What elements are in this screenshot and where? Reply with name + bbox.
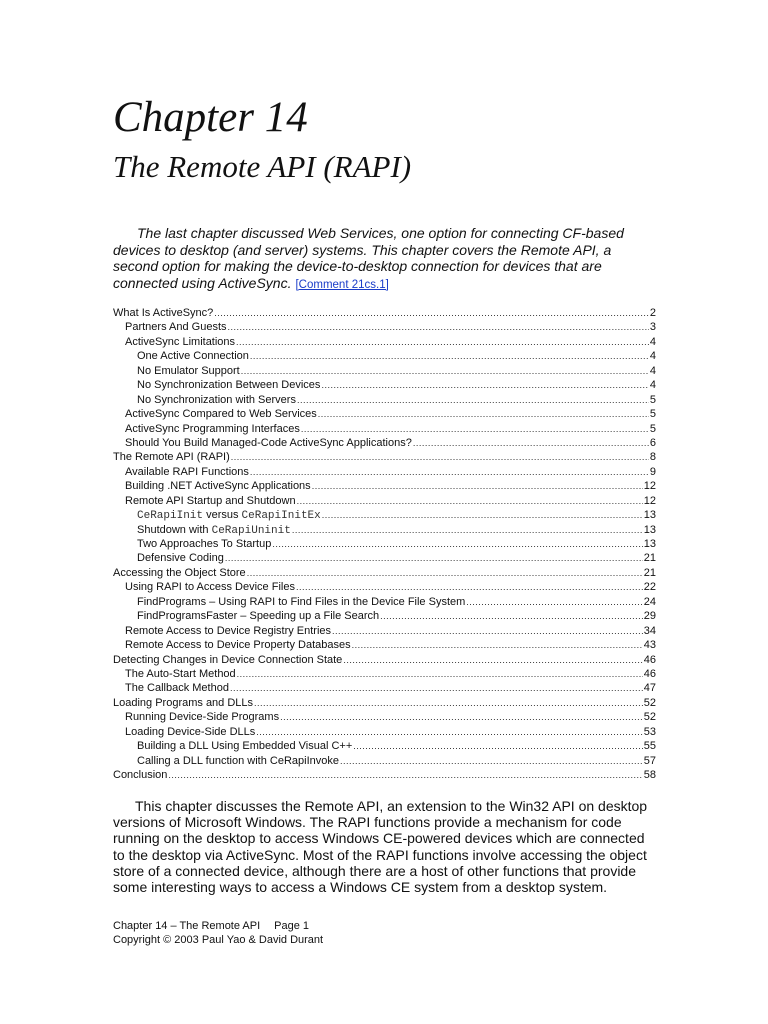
- toc-text: ActiveSync Programming Interfaces: [125, 422, 300, 435]
- toc-leader: [237, 667, 643, 681]
- footer-chapter-label: Chapter 14 – The Remote API: [113, 920, 261, 932]
- toc-page-number: 46: [643, 653, 656, 666]
- toc-page-number: 13: [643, 538, 656, 550]
- toc-text: Remote Access to Device Registry Entries: [125, 624, 332, 637]
- toc-entry[interactable]: [113, 537, 656, 551]
- toc-entry[interactable]: [113, 306, 656, 320]
- toc-leader: [343, 653, 642, 667]
- toc-leader: [250, 349, 649, 363]
- toc-leader: [214, 306, 649, 320]
- intro-text: The last chapter discussed Web Services, one option for connecting CF-based devices to desktop (and server) systems. This chapter covers the Remote API, a second option for making the device-to-desktop connection for devices that are connected using ActiveSync.: [113, 225, 624, 291]
- toc-page-number: 5: [649, 422, 656, 435]
- toc-page-number: 13: [643, 509, 656, 522]
- toc-text: The Remote API (RAPI): [113, 451, 230, 464]
- toc-entry[interactable]: [113, 364, 656, 378]
- toc-page-number: 8: [649, 451, 656, 464]
- toc-entry[interactable]: [113, 349, 656, 363]
- toc-entry-title: [113, 768, 167, 782]
- toc-page-number: 55: [643, 740, 656, 753]
- toc-entry[interactable]: [113, 725, 656, 739]
- toc-code-text: CeRapiUninit: [211, 524, 291, 537]
- chapter-title: The Remote API (RAPI): [113, 149, 412, 184]
- toc-text: No Synchronization with Servers: [137, 393, 296, 406]
- toc-code-text: CeRapiInit: [137, 510, 204, 523]
- toc-leader: [231, 450, 649, 464]
- toc-leader: [297, 494, 643, 508]
- toc-entry[interactable]: [113, 739, 656, 753]
- toc-text: Running Device-Side Programs: [125, 711, 280, 724]
- toc-page-number: 52: [643, 696, 656, 709]
- toc-text: One Active Connection: [137, 350, 249, 363]
- comment-link[interactable]: [Comment 21cs.1]: [295, 278, 389, 291]
- toc-page-number: 5: [649, 393, 656, 406]
- toc-page-number: 5: [649, 408, 656, 421]
- toc-page-number: 13: [643, 523, 656, 536]
- toc-text: ActiveSync Limitations: [125, 335, 236, 348]
- toc-text: No Emulator Support: [137, 364, 240, 377]
- toc-text: Should You Build Managed-Code ActiveSync Applications?: [125, 436, 412, 449]
- toc-leader: [250, 465, 649, 479]
- toc-page-number: 2: [649, 307, 656, 319]
- toc-text: ActiveSync Compared to Web Services: [125, 408, 317, 421]
- toc-leader: [296, 580, 643, 594]
- toc-text: Conclusion: [113, 769, 168, 781]
- toc-entry-title: [137, 508, 321, 522]
- intro-paragraph: [113, 225, 658, 293]
- toc-text: Remote Access to Device Property Databases: [125, 639, 351, 652]
- toc-entry[interactable]: [113, 450, 656, 464]
- toc-text: Two Approaches To Startup: [137, 538, 272, 550]
- toc-entry[interactable]: [113, 638, 656, 652]
- toc-leader: [466, 595, 642, 609]
- toc-leader: [340, 754, 643, 768]
- toc-leader: [353, 739, 643, 753]
- toc-page-number: 22: [643, 581, 656, 594]
- toc-entry-title: [137, 537, 271, 551]
- toc-entry-title: [125, 638, 351, 652]
- toc-leader: [352, 638, 643, 652]
- toc-entry[interactable]: [113, 465, 656, 479]
- toc-entry-title: [137, 595, 465, 609]
- toc-code-text: CeRapiInitEx: [241, 510, 321, 523]
- toc-page-number: 21: [643, 552, 656, 565]
- toc-text: Remote API Startup and Shutdown: [125, 494, 296, 507]
- toc-entry-title: [125, 494, 296, 508]
- toc-leader: [318, 407, 649, 421]
- footer-line: [113, 919, 323, 933]
- toc-entry[interactable]: [113, 422, 656, 436]
- toc-text: No Synchronization Between Devices: [137, 379, 321, 392]
- toc-leader: [225, 551, 643, 565]
- toc-page-number: 12: [643, 480, 656, 493]
- toc-page-number: 4: [649, 364, 656, 377]
- toc-leader: [241, 364, 649, 378]
- toc-entry[interactable]: [113, 595, 656, 609]
- toc-entry[interactable]: [113, 378, 656, 392]
- page-footer: [113, 919, 323, 947]
- toc-leader: [230, 681, 643, 695]
- toc-page-number: 46: [643, 667, 656, 680]
- toc-entry[interactable]: [113, 609, 656, 623]
- toc-text: Defensive Coding: [137, 552, 224, 565]
- toc-page-number: 4: [649, 379, 656, 392]
- toc-page-number: 43: [643, 639, 656, 652]
- toc-entry[interactable]: [113, 479, 656, 493]
- chapter-heading: Chapter 14: [113, 94, 308, 141]
- toc-entry[interactable]: [113, 667, 656, 681]
- toc-entry-title: [137, 609, 379, 623]
- toc-text: FindPrograms – Using RAPI to Find Files in the Device File System: [137, 595, 466, 608]
- toc-leader: [321, 378, 648, 392]
- toc-entry-title: [125, 407, 317, 421]
- toc-page-number: 3: [649, 321, 656, 334]
- toc-entry-title: [137, 364, 240, 378]
- toc-text: Calling a DLL function with CeRapiInvoke: [137, 754, 339, 767]
- toc-entry-title: [125, 681, 229, 695]
- toc-text: The Auto-Start Method: [125, 667, 236, 680]
- toc-entry-title: [125, 335, 235, 349]
- toc-entry-title: [137, 754, 339, 768]
- toc-leader: [256, 725, 643, 739]
- toc-entry-title: [113, 450, 230, 464]
- toc-text: Using RAPI to Access Device Files: [125, 581, 295, 594]
- toc-leader: [332, 624, 643, 638]
- toc-entry-title: [113, 306, 213, 320]
- table-of-contents: [113, 306, 656, 782]
- toc-entry[interactable]: [113, 551, 656, 565]
- toc-text: Loading Device-Side DLLs: [125, 725, 256, 738]
- toc-entry[interactable]: [113, 754, 656, 768]
- toc-entry-title: [125, 320, 227, 334]
- toc-leader: [254, 696, 643, 710]
- footer-copyright: Copyright © 2003 Paul Yao & David Durant: [113, 934, 324, 946]
- toc-entry-title: [125, 710, 279, 724]
- toc-leader: [168, 768, 642, 782]
- toc-leader: [228, 320, 649, 334]
- toc-entry[interactable]: [113, 436, 656, 450]
- toc-entry-title: [113, 696, 253, 710]
- toc-text: Shutdown with: [137, 523, 212, 536]
- toc-text: What Is ActiveSync?: [113, 307, 214, 319]
- toc-entry-title: [113, 566, 246, 580]
- toc-entry-title: [137, 551, 224, 565]
- toc-entry-title: [125, 667, 236, 681]
- toc-entry-title: [137, 349, 249, 363]
- toc-entry-title: [113, 653, 342, 667]
- toc-text: Building a DLL Using Embedded Visual C++: [137, 740, 353, 753]
- toc-entry[interactable]: [113, 653, 656, 667]
- toc-page-number: 58: [643, 769, 656, 781]
- toc-entry[interactable]: [113, 624, 656, 638]
- toc-page-number: 52: [643, 711, 656, 724]
- toc-page-number: 24: [643, 595, 656, 608]
- body-paragraph: This chapter discusses the Remote API, an extension to the Win32 API on desktop versions of Microsoft Windows. The RAPI functions provide a mechanism for code running on the desktop to access Windows CE-powered devices which are connected to the desktop via ActiveSync. Most of the RAPI functions involve accessing the object store of a connected device, although there are a host of other functions that provide some interesting ways to access a Windows CE system from a desktop system.: [113, 798, 648, 896]
- toc-entry[interactable]: [113, 768, 656, 782]
- toc-text: The Callback Method: [125, 682, 229, 695]
- toc-leader: [292, 523, 643, 537]
- toc-entry[interactable]: [113, 320, 656, 334]
- toc-page-number: 29: [643, 610, 656, 623]
- toc-leader: [380, 609, 643, 623]
- toc-entry-title: [125, 479, 311, 493]
- toc-entry-title: [137, 378, 320, 392]
- toc-leader: [312, 479, 643, 493]
- toc-entry-title: [125, 725, 255, 739]
- toc-entry[interactable]: [113, 710, 656, 724]
- toc-page-number: 6: [649, 436, 656, 449]
- toc-page-number: 9: [649, 465, 656, 478]
- toc-entry-title: [125, 624, 331, 638]
- toc-entry[interactable]: [113, 566, 656, 580]
- toc-page-number: 47: [643, 682, 656, 695]
- toc-text: FindProgramsFaster – Speeding up a File Search: [137, 610, 380, 623]
- toc-entry[interactable]: [113, 494, 656, 508]
- toc-page-number: 34: [643, 624, 656, 637]
- toc-entry[interactable]: [113, 681, 656, 695]
- toc-entry[interactable]: [113, 580, 656, 594]
- toc-leader: [413, 436, 649, 450]
- toc-text: Accessing the Object Store: [113, 566, 246, 579]
- toc-text: Partners And Guests: [125, 321, 227, 334]
- toc-entry-title: [125, 436, 412, 450]
- toc-page-number: 57: [643, 754, 656, 767]
- toc-entry-title: [125, 422, 300, 436]
- toc-leader: [236, 335, 649, 349]
- toc-entry[interactable]: [113, 335, 656, 349]
- toc-entry[interactable]: [113, 508, 656, 522]
- toc-entry[interactable]: [113, 393, 656, 407]
- toc-page-number: 4: [649, 350, 656, 363]
- toc-leader: [247, 566, 643, 580]
- toc-leader: [280, 710, 643, 724]
- toc-text: Building .NET ActiveSync Applications: [125, 480, 311, 493]
- toc-text: Detecting Changes in Device Connection State: [113, 653, 343, 666]
- toc-leader: [322, 508, 643, 522]
- toc-entry-title: [125, 580, 295, 594]
- toc-page-number: 12: [643, 494, 656, 507]
- toc-entry-title: [137, 393, 296, 407]
- toc-leader: [297, 393, 649, 407]
- toc-entry-title: [137, 739, 352, 753]
- toc-entry-title: [137, 523, 291, 537]
- toc-page-number: 53: [643, 725, 656, 738]
- toc-leader: [272, 537, 642, 551]
- toc-text: Available RAPI Functions: [125, 465, 249, 478]
- footer-page-number: Page 1: [274, 920, 310, 932]
- toc-entry[interactable]: [113, 523, 656, 537]
- toc-leader: [301, 422, 649, 436]
- toc-page-number: 4: [649, 335, 656, 348]
- toc-text: Loading Programs and DLLs: [113, 696, 254, 709]
- toc-text: versus: [203, 509, 242, 522]
- toc-entry[interactable]: [113, 407, 656, 421]
- toc-entry[interactable]: [113, 696, 656, 710]
- toc-entry-title: [125, 465, 249, 479]
- toc-page-number: 21: [643, 566, 656, 579]
